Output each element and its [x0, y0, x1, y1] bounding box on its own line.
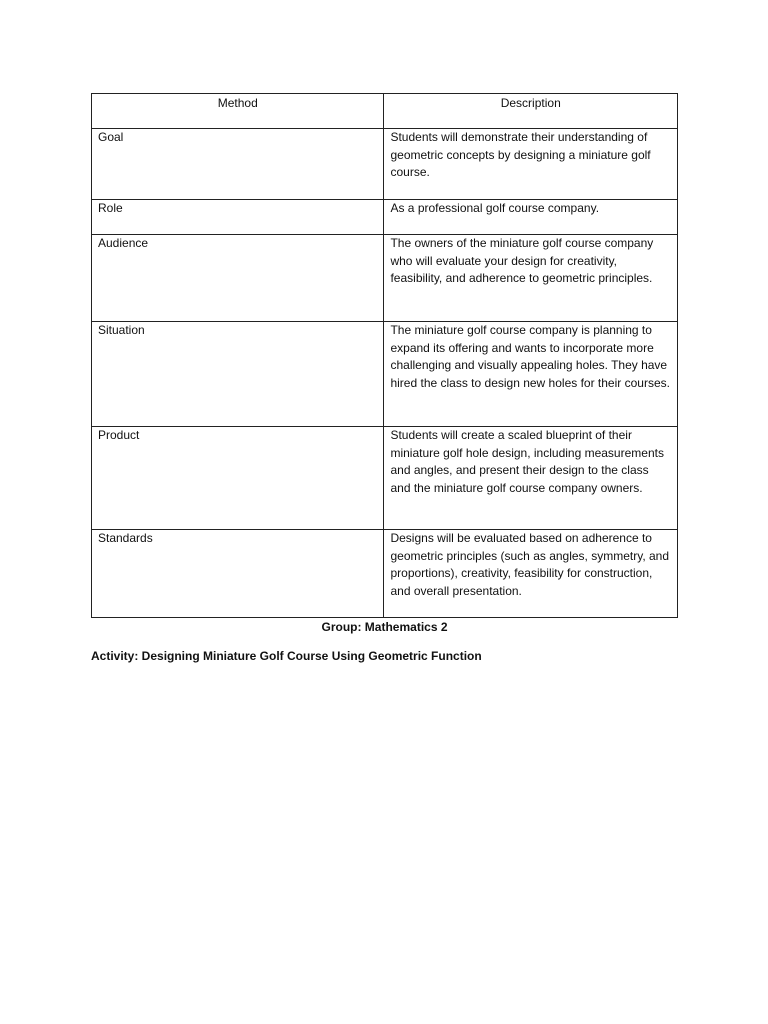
table-row: [92, 129, 678, 200]
method-column-header: Method: [92, 94, 384, 129]
description-cell-audience: The owners of the miniature golf course company who will evaluate your design for creativity, feasibility, and adherence to geometric principles.: [384, 235, 678, 322]
description-cell-product: Students will create a scaled blueprint of their miniature golf hole design, including measurements and angles, and present their design to the class and the miniature golf course company owners.: [384, 427, 678, 530]
table-row: [92, 200, 678, 235]
group-label: Group: Mathematics 2: [321, 620, 448, 634]
table-row: [92, 530, 678, 618]
description-cell-role: As a professional golf course company.: [384, 200, 678, 235]
method-cell-role: Role: [92, 200, 384, 235]
grasps-table: [91, 93, 678, 618]
method-cell-situation: Situation: [92, 322, 384, 427]
method-cell-standards: Standards: [92, 530, 384, 618]
table-row: [92, 235, 678, 322]
table-row: [92, 322, 678, 427]
description-cell-situation: The miniature golf course company is planning to expand its offering and wants to incorporate more challenging and visually appealing holes. They have hired the class to design new holes for their courses.: [384, 322, 678, 427]
table-row: [92, 427, 678, 530]
method-cell-audience: Audience: [92, 235, 384, 322]
description-cell-standards: Designs will be evaluated based on adherence to geometric principles (such as angles, symmetry, and proportions), creativity, feasibility for construction, and overall presentation.: [384, 530, 678, 618]
description-column-header: Description: [384, 94, 678, 129]
table-header-row: [92, 94, 678, 129]
method-cell-product: Product: [92, 427, 384, 530]
method-cell-goal: Goal: [92, 129, 384, 200]
activity-title: Activity: Designing Miniature Golf Course Using Geometric Function: [91, 649, 482, 663]
description-cell-goal: Students will demonstrate their understanding of geometric concepts by designing a miniature golf course.: [384, 129, 678, 200]
